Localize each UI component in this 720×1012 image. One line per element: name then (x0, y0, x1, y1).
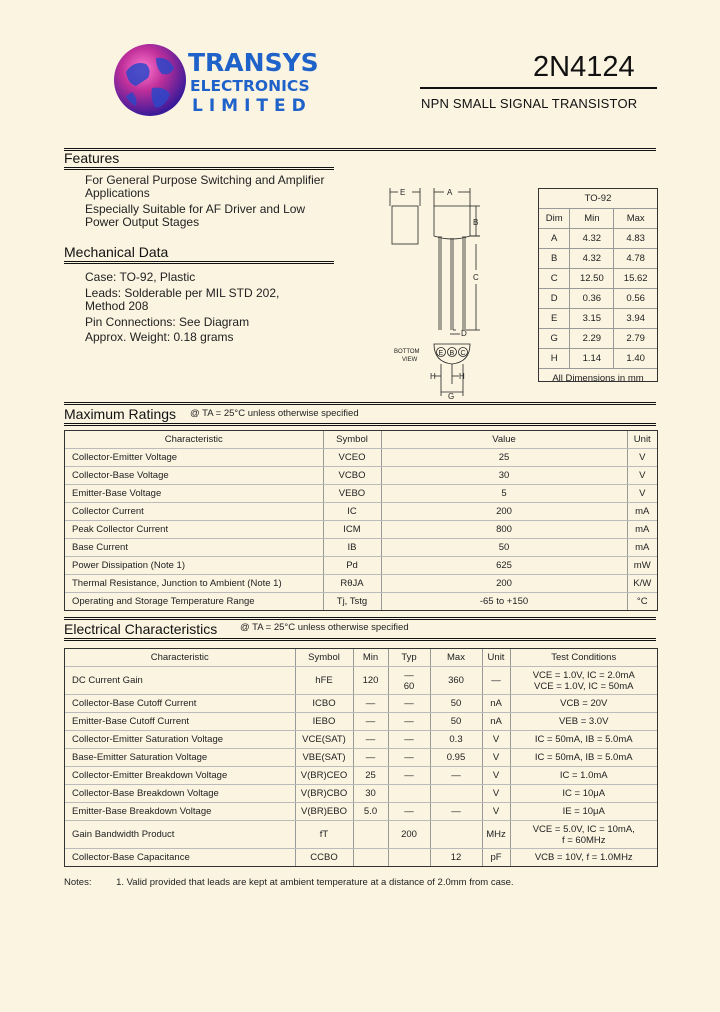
cell: VCB = 10V, f = 1.0MHz (510, 849, 657, 867)
cell: 800 (381, 521, 627, 539)
package-outline-diagram (384, 184, 504, 402)
cell: Tj, Tstg (323, 593, 381, 611)
table-row (65, 521, 657, 539)
cell: 120 (353, 667, 388, 695)
cell: 3.94 (614, 309, 657, 329)
note-item: 1. Valid provided that leads are kept at ambient temperature at a distance of 2.0mm from case. (116, 877, 514, 888)
table-row (65, 849, 657, 867)
cell: 0.56 (614, 289, 657, 309)
cell: 30 (353, 785, 388, 803)
table-row (539, 269, 657, 289)
dim-label-b: B (473, 218, 479, 227)
notes (64, 877, 514, 888)
cell: D (539, 289, 570, 309)
cell: VEBO (323, 485, 381, 503)
cell: V (482, 803, 510, 821)
cell: — (388, 803, 430, 821)
header-rule (420, 87, 657, 89)
table-row (65, 749, 657, 767)
electrical-rule (64, 617, 656, 620)
cell: DC Current Gain (65, 667, 295, 695)
cell: CCBO (295, 849, 353, 867)
max-ratings-condition: @ TA = 25°C unless otherwise specified (190, 408, 359, 419)
cell: mA (627, 521, 657, 539)
cell: Collector-Base Capacitance (72, 852, 190, 863)
cell: mA (627, 539, 657, 557)
page-subtitle: NPN SMALL SIGNAL TRANSISTOR (421, 96, 638, 111)
cell: VCEO (323, 449, 381, 467)
cell: — (388, 731, 430, 749)
to92-header: Min (570, 209, 614, 229)
cell: V (627, 485, 657, 503)
cell: Collector-Emitter Saturation Voltage (65, 731, 295, 749)
cell: 30 (381, 467, 627, 485)
to92-title: TO-92 (539, 189, 657, 209)
column-header: Symbol (295, 649, 353, 667)
cell: VCB = 20V (510, 695, 657, 713)
cell: K/W (627, 575, 657, 593)
table-row (539, 329, 657, 349)
cell: V (627, 449, 657, 467)
globe-logo-icon (112, 42, 188, 118)
cell: 4.32 (570, 249, 614, 269)
features-underline (64, 167, 334, 170)
mechanical-item: Case: TO-92, Plastic (85, 270, 196, 284)
table-row (65, 449, 657, 467)
table-row (65, 575, 657, 593)
table-row (539, 249, 657, 269)
cell: V (482, 749, 510, 767)
cell: IE = 10μA (510, 803, 657, 821)
table-row (65, 667, 657, 695)
table-row (539, 289, 657, 309)
features-rule (64, 148, 656, 151)
cell (388, 785, 430, 803)
cell: VCE(SAT) (295, 731, 353, 749)
cell: — 60 (388, 667, 430, 695)
notes-label: Notes: (64, 877, 92, 888)
table-row (65, 503, 657, 521)
cell: IC = 1.0mA (510, 767, 657, 785)
cell: 50 (381, 539, 627, 557)
cell: 360 (430, 667, 482, 695)
table-row (539, 309, 657, 329)
to92-header: Max (614, 209, 657, 229)
cell: Emitter-Base Voltage (65, 485, 323, 503)
feature-item: Especially Suitable for AF Driver and Low Power Output Stages (85, 202, 306, 229)
cell: — (388, 749, 430, 767)
cell: V(BR)CEO (295, 767, 353, 785)
cell: 4.78 (614, 249, 657, 269)
cell: pF (482, 849, 510, 867)
cell: V (482, 785, 510, 803)
cell: Peak Collector Current (65, 521, 323, 539)
cell: A (539, 229, 570, 249)
cell: 0.95 (430, 749, 482, 767)
cell: G (539, 329, 570, 349)
cell: Base Current (65, 539, 323, 557)
cell: 625 (381, 557, 627, 575)
cell: 1.40 (614, 349, 657, 369)
cell: 1.14 (570, 349, 614, 369)
cell: IC = 50mA, IB = 5.0mA (510, 749, 657, 767)
cell: IEBO (295, 713, 353, 731)
cell: mW (627, 557, 657, 575)
cell: E (539, 309, 570, 329)
table-row (65, 593, 657, 611)
cell: ICBO (295, 695, 353, 713)
cell: mA (627, 503, 657, 521)
cell: — (353, 749, 388, 767)
column-header: Unit (627, 431, 657, 449)
cell (353, 849, 388, 867)
table-row (65, 713, 657, 731)
to92-header: Dim (539, 209, 570, 229)
cell: Power Dissipation (Note 1) (65, 557, 323, 575)
cell: VBE(SAT) (295, 749, 353, 767)
table-row (65, 767, 657, 785)
cell: °C (627, 593, 657, 611)
cell: V(BR)EBO (295, 803, 353, 821)
cell: VCE = 1.0V, IC = 2.0mA VCE = 1.0V, IC = 50mA (510, 667, 657, 695)
cell: VCBO (323, 467, 381, 485)
cell: V (482, 731, 510, 749)
to92-dimensions-table (538, 188, 658, 382)
table-row (65, 803, 657, 821)
cell: fT (295, 821, 353, 849)
cell: 200 (381, 575, 627, 593)
cell (388, 849, 430, 867)
cell: 0.36 (570, 289, 614, 309)
cell: 12 (430, 849, 482, 867)
bottom-view-label: BOTTOM (394, 349, 420, 355)
cell: 12.50 (570, 269, 614, 289)
cell: Collector-Base Voltage (65, 467, 323, 485)
cell: — (482, 667, 510, 695)
brand-line-1: TRANSYS (188, 48, 319, 77)
cell: hFE (295, 667, 353, 695)
table-row (65, 485, 657, 503)
column-header: Typ (388, 649, 430, 667)
cell: Pd (323, 557, 381, 575)
column-header: Min (353, 649, 388, 667)
cell: VCE = 5.0V, IC = 10mA, f = 60MHz (510, 821, 657, 849)
cell: — (353, 713, 388, 731)
cell: B (539, 249, 570, 269)
cell: 3.15 (570, 309, 614, 329)
cell: V (482, 767, 510, 785)
cell: — (388, 695, 430, 713)
brand-line-2: ELECTRONICS (190, 77, 310, 95)
cell: — (430, 803, 482, 821)
bottom-view-label: VIEW (402, 357, 418, 363)
cell: — (388, 713, 430, 731)
cell: VEB = 3.0V (510, 713, 657, 731)
cell: IC = 10μA (510, 785, 657, 803)
dim-label-c: C (473, 273, 479, 282)
cell: nA (482, 695, 510, 713)
cell: Operating and Storage Temperature Range (72, 596, 255, 607)
table-row (65, 695, 657, 713)
max-ratings-table (64, 430, 658, 611)
cell: Emitter-Base Cutoff Current (65, 713, 295, 731)
electrical-condition: @ TA = 25°C unless otherwise specified (240, 622, 409, 633)
mechanical-title: Mechanical Data (64, 244, 169, 260)
table-row (65, 785, 657, 803)
pin-label-b: B (449, 350, 455, 357)
column-header: Test Conditions (510, 649, 657, 667)
cell: — (430, 767, 482, 785)
cell: 25 (381, 449, 627, 467)
cell: RθJA (323, 575, 381, 593)
to92-footer: All Dimensions in mm (552, 373, 644, 384)
cell: Collector-Base Cutoff Current (65, 695, 295, 713)
cell: — (353, 695, 388, 713)
max-ratings-underline (64, 423, 656, 426)
brand-line-3: LIMITED (192, 96, 312, 116)
cell: 25 (353, 767, 388, 785)
cell: Collector Current (65, 503, 323, 521)
max-ratings-rule (64, 402, 656, 405)
cell (430, 821, 482, 849)
cell (353, 821, 388, 849)
cell: 4.83 (614, 229, 657, 249)
electrical-underline (64, 638, 656, 641)
column-header: Unit (482, 649, 510, 667)
mechanical-item: Pin Connections: See Diagram (85, 315, 250, 329)
table-row (65, 539, 657, 557)
table-row (65, 731, 657, 749)
cell: V(BR)CBO (295, 785, 353, 803)
cell: 200 (381, 503, 627, 521)
cell: IC = 50mA, IB = 5.0mA (510, 731, 657, 749)
cell: Base-Emitter Saturation Voltage (65, 749, 295, 767)
cell: 15.62 (614, 269, 657, 289)
pin-label-c: C (460, 350, 466, 357)
table-row (539, 229, 657, 249)
dim-label-a: A (447, 188, 453, 197)
cell: H (539, 349, 570, 369)
cell: — (353, 731, 388, 749)
cell: Collector-Emitter Breakdown Voltage (65, 767, 295, 785)
dim-label-h: H (459, 372, 465, 381)
column-header: Characteristic (65, 649, 295, 667)
dim-label-d: D (461, 329, 467, 338)
mechanical-item: Leads: Solderable per MIL STD 202, Method 208 (85, 286, 280, 313)
feature-item: For General Purpose Switching and Amplifier Applications (85, 173, 325, 200)
electrical-title: Electrical Characteristics (64, 621, 218, 637)
cell: Thermal Resistance, Junction to Ambient (Note 1) (65, 575, 323, 593)
cell: nA (482, 713, 510, 731)
cell: 5.0 (353, 803, 388, 821)
dim-label-e: E (400, 188, 406, 197)
column-header: Value (381, 431, 627, 449)
table-row (65, 821, 657, 849)
column-header: Symbol (323, 431, 381, 449)
cell: MHz (482, 821, 510, 849)
electrical-table (64, 648, 658, 867)
cell: 0.3 (430, 731, 482, 749)
column-header: Characteristic (65, 431, 323, 449)
table-row (539, 349, 657, 369)
pin-label-e: E (438, 350, 444, 357)
cell: 200 (388, 821, 430, 849)
cell: Gain Bandwidth Product (65, 821, 295, 849)
table-row (65, 467, 657, 485)
cell: — (388, 767, 430, 785)
dim-label-g: G (448, 392, 455, 401)
table-row (65, 557, 657, 575)
max-ratings-title: Maximum Ratings (64, 406, 177, 422)
mechanical-item: Approx. Weight: 0.18 grams (85, 330, 234, 344)
cell: 50 (430, 713, 482, 731)
cell: IC (323, 503, 381, 521)
cell: V (627, 467, 657, 485)
cell: Emitter-Base Breakdown Voltage (65, 803, 295, 821)
cell: -65 to +150 (381, 593, 627, 611)
cell: 50 (430, 695, 482, 713)
cell: C (539, 269, 570, 289)
dim-label-h: H (430, 372, 436, 381)
cell: 4.32 (570, 229, 614, 249)
cell: 2.79 (614, 329, 657, 349)
column-header: Max (430, 649, 482, 667)
cell: ICM (323, 521, 381, 539)
part-number: 2N4124 (533, 51, 635, 83)
cell: Collector-Emitter Voltage (65, 449, 323, 467)
cell (430, 785, 482, 803)
mechanical-underline (64, 261, 334, 264)
cell: Collector-Base Breakdown Voltage (65, 785, 295, 803)
cell: 2.29 (570, 329, 614, 349)
cell: IB (323, 539, 381, 557)
cell: 5 (381, 485, 627, 503)
features-title: Features (64, 150, 120, 166)
